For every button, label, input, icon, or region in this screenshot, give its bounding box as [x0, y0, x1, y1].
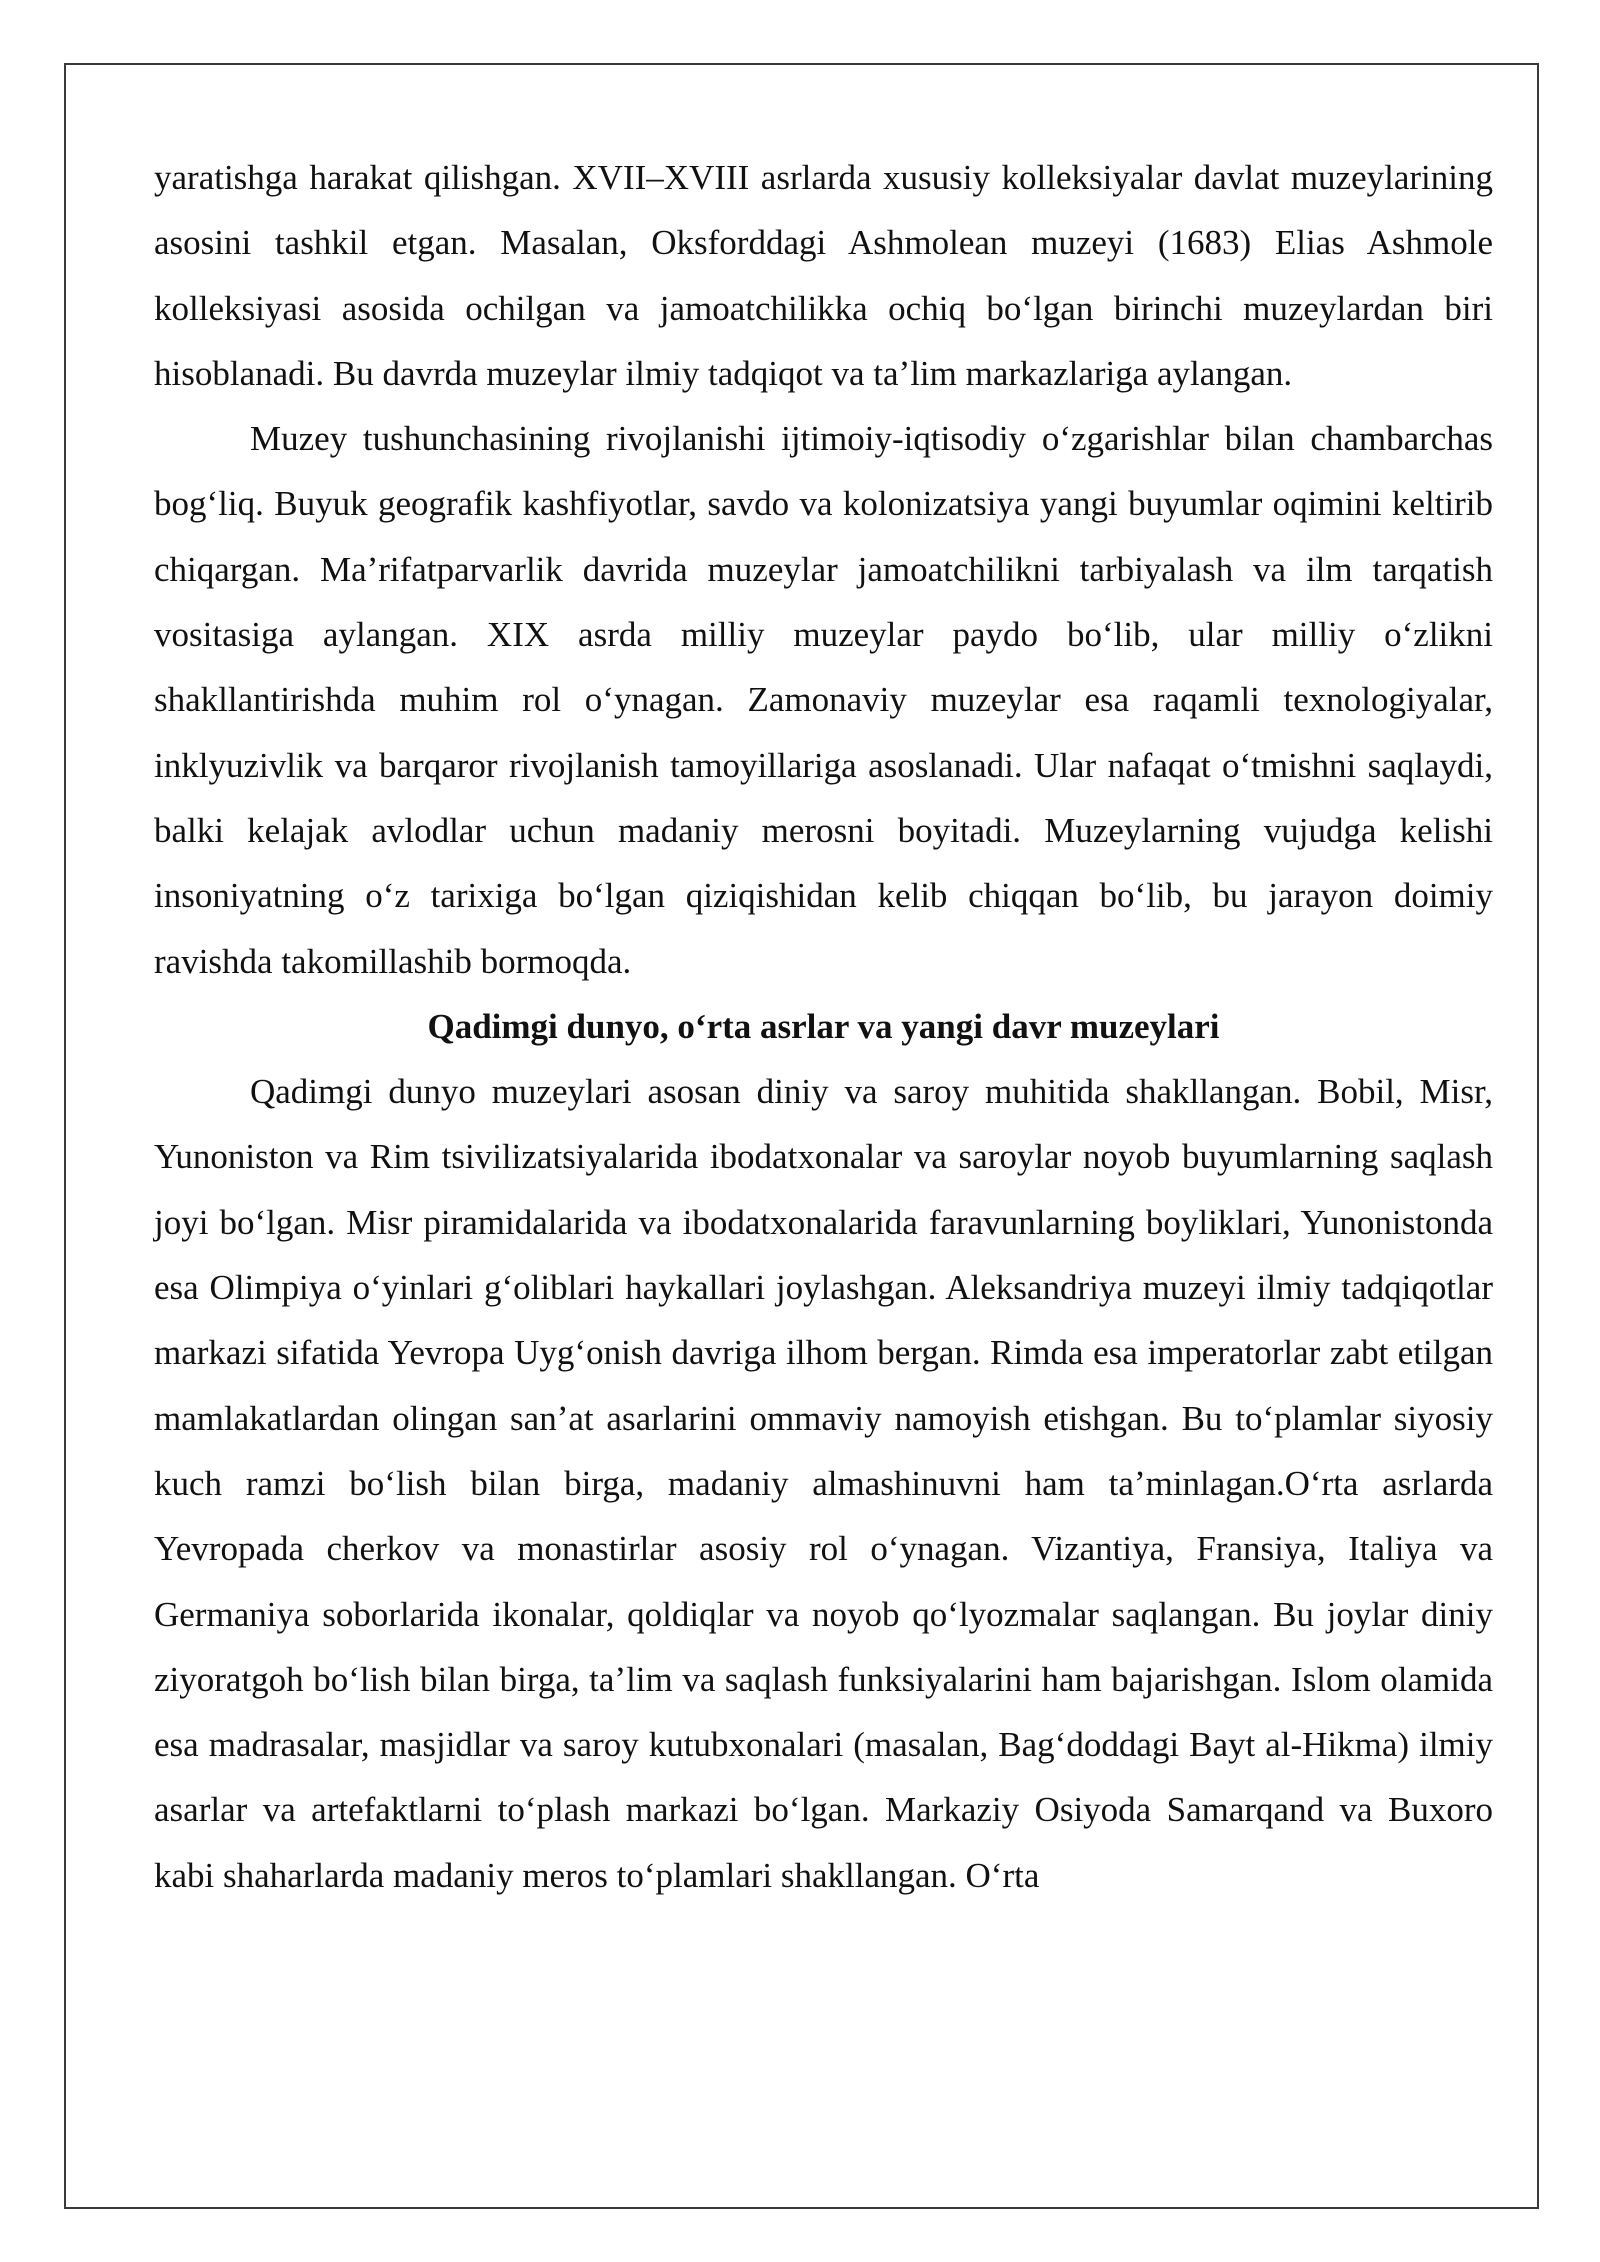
- document-body: [154, 145, 1493, 1908]
- paragraph-ancient-museums: Qadimgi dunyo muzeylari asosan diniy va saroy muhitida shakllangan. Bobil, Misr, Yunoniston va Rim tsivilizatsiyalarida ibodatxonalar va saroylar noyob buyumlarning saqlash joyi boʻlgan. Misr piramidalarida va ibodatxonalarida faravunlarning boyliklari, Yunonistonda esa Olimpiya oʻyinlari gʻoliblari haykallari joylashgan. Aleksandriya muzeyi ilmiy tadqiqotlar markazi sifatida Yevropa Uygʻonish davriga ilhom bergan. Rimda esa imperatorlar zabt etilgan mamlakatlardan olingan sanʼat asarlarini ommaviy namoyish etishgan. Bu toʻplamlar siyosiy kuch ramzi boʻlish bilan birga, madaniy almashinuvni ham taʼminlagan.Oʻrta asrlarda Yevropada cherkov va monastirlar asosiy rol oʻynagan. Vizantiya, Fransiya, Italiya va Germaniya soborlarida ikonalar, qoldiqlar va noyob qoʻlyozmalar saqlangan. Bu joylar diniy ziyoratgoh boʻlish bilan birga, taʼlim va saqlash funksiyalarini ham bajarishgan. Islom olamida esa madrasalar, masjidlar va saroy kutubxonalari (masalan, Bagʻdoddagi Bayt al-Hikma) ilmiy asarlar va artefaktlarni toʻplash markazi boʻlgan. Markaziy Osiyoda Samarqand va Buxoro kabi shaharlarda madaniy meros toʻplamlari shakllangan. Oʻrta: [154, 1072, 1493, 1895]
- section-heading: Qadimgi dunyo, oʻrta asrlar va yangi davr muzeylari: [427, 1006, 1220, 1046]
- paragraph-museum-concept: Muzey tushunchasining rivojlanishi ijtimoiy-iqtisodiy oʻzgarishlar bilan chambarchas bogʻliq. Buyuk geografik kashfiyotlar, savdo va kolonizatsiya yangi buyumlar oqimini keltirib chiqargan. Maʼrifatparvarlik davrida muzeylar jamoatchilikni tarbiyalash va ilm tarqatish vositasiga aylangan. XIX asrda milliy muzeylar paydo boʻlib, ular milliy oʻzlikni shakllantirishda muhim rol oʻynagan. Zamonaviy muzeylar esa raqamli texnologiyalar, inklyuzivlik va barqaror rivojlanish tamoyillariga asoslanadi. Ular nafaqat oʻtmishni saqlaydi, balki kelajak avlodlar uchun madaniy merosni boyitadi. Muzeylarning vujudga kelishi insoniyatning oʻz tarixiga boʻlgan qiziqishidan kelib chiqqan boʻlib, bu jarayon doimiy ravishda takomillashib bormoqda.: [154, 419, 1493, 981]
- paragraph-ashmolean: yaratishga harakat qilishgan. XVII–XVIII asrlarda xususiy kolleksiyalar davlat muzeylarining asosini tashkil etgan. Masalan, Oksforddagi Ashmolean muzeyi (1683) Elias Ashmole kolleksiyasi asosida ochilgan va jamoatchilikka ochiq boʻlgan birinchi muzeylardan biri hisoblanadi. Bu davrda muzeylar ilmiy tadqiqot va taʼlim markazlariga aylangan.: [154, 158, 1493, 393]
